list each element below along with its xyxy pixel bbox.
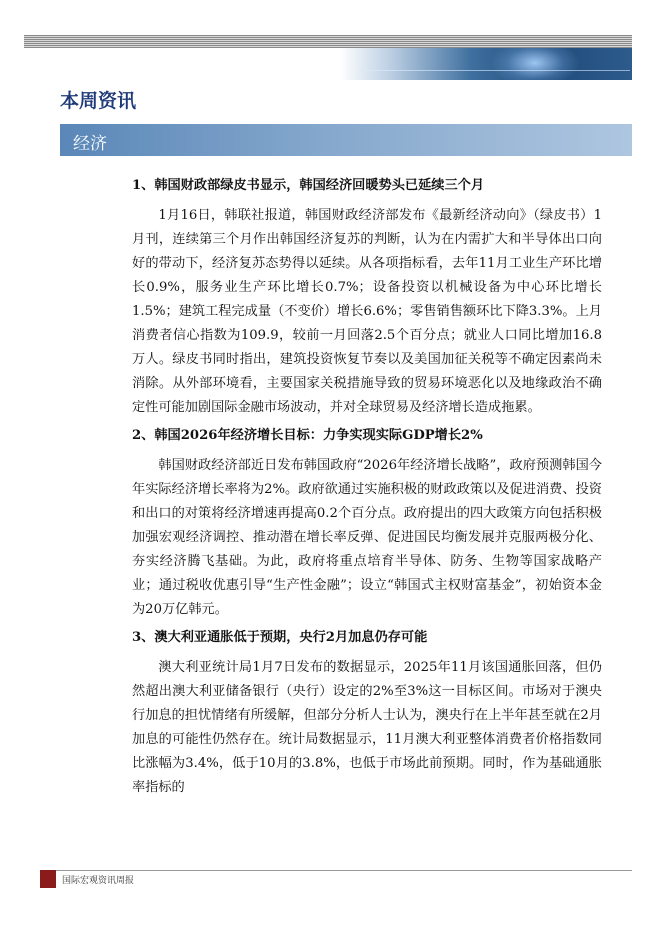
article-heading: 3、澳大利亚通胀低于预期，央行2月加息仍存可能 bbox=[132, 630, 428, 645]
article-heading: 2、韩国2026年经济增长目标：力争实现实际GDP增长2% bbox=[132, 428, 483, 443]
article bbox=[132, 176, 602, 420]
article-list bbox=[132, 176, 602, 806]
footer-marker bbox=[40, 870, 56, 888]
header-banner-image bbox=[340, 48, 632, 80]
banner-glow bbox=[490, 48, 580, 80]
footer-divider bbox=[40, 870, 632, 871]
category-band bbox=[60, 124, 632, 156]
article-body: 韩国财政经济部近日发布韩国政府“2026年经济增长战略”，政府预测韩国今年实际经济增长率将为2%。政府欲通过实施积极的财政政策以及促进消费、投资和出口的对策将经济增速再提高0.2个百分点。政府提出的四大政策方向包括积极加强宏观经济调控、推动潜在增长率反弹、促进国民均衡发展并克服两极分化、夯实经济腾飞基础。为此，政府将重点培育半导体、防务、生物等国家战略产业；通过税收优惠引导“生产性金融”；设立“韩国式主权财富基金”，初始资本金为20万亿韩元。 bbox=[132, 458, 602, 617]
article-body: 澳大利亚统计局1月7日发布的数据显示，2025年11月该国通胀回落，但仍然超出澳大利亚储备银行（央行）设定的2%至3%这一目标区间。市场对于澳央行加息的担忧情绪有所缓解，但部分分析人士认为，澳央行在上半年甚至就在2月加息的可能性仍然存在。统计局数据显示，11月澳大利亚整体消费者价格指数同比涨幅为3.4%，低于10月的3.8%，也低于市场此前预期。同时，作为基础通胀率指标的 bbox=[132, 660, 602, 795]
article bbox=[132, 426, 602, 622]
banner-line bbox=[360, 70, 630, 71]
article-heading: 1、韩国财政部绿皮书显示，韩国经济回暖势头已延续三个月 bbox=[132, 178, 485, 193]
section-title: 本周资讯 bbox=[60, 90, 137, 112]
article-body: 1月16日，韩联社报道，韩国财政经济部发布《最新经济动向》（绿皮书）1月刊，连续第三个月作出韩国经济复苏的判断，认为在内需扩大和半导体出口向好的带动下，经济复苏态势得以延续。从各项指标看，去年11月工业生产环比增长0.9%，服务业生产环比增长0.7%；设备投资以机械设备为中心环比增长1.5%；建筑工程完成量（不变价）增长6.6%；零售销售额环比下降3.3%。上月消费者信心指数为109.9，较前一月回落2.5个百分点；就业人口同比增加16.8万人。绿皮书同时指出，建筑投资恢复节奏以及美国加征关税等不确定因素尚未消除。从外部环境看，主要国家关税措施导致的贸易环境恶化以及地缘政治不确定性可能加剧国际金融市场波动，并对全球贸易及经济增长造成拖累。 bbox=[132, 208, 602, 415]
article bbox=[132, 628, 602, 800]
header-stripe bbox=[24, 35, 632, 48]
footer-publication: 国际宏观资讯周报 bbox=[62, 876, 135, 886]
category-label: 经济 bbox=[73, 134, 107, 154]
